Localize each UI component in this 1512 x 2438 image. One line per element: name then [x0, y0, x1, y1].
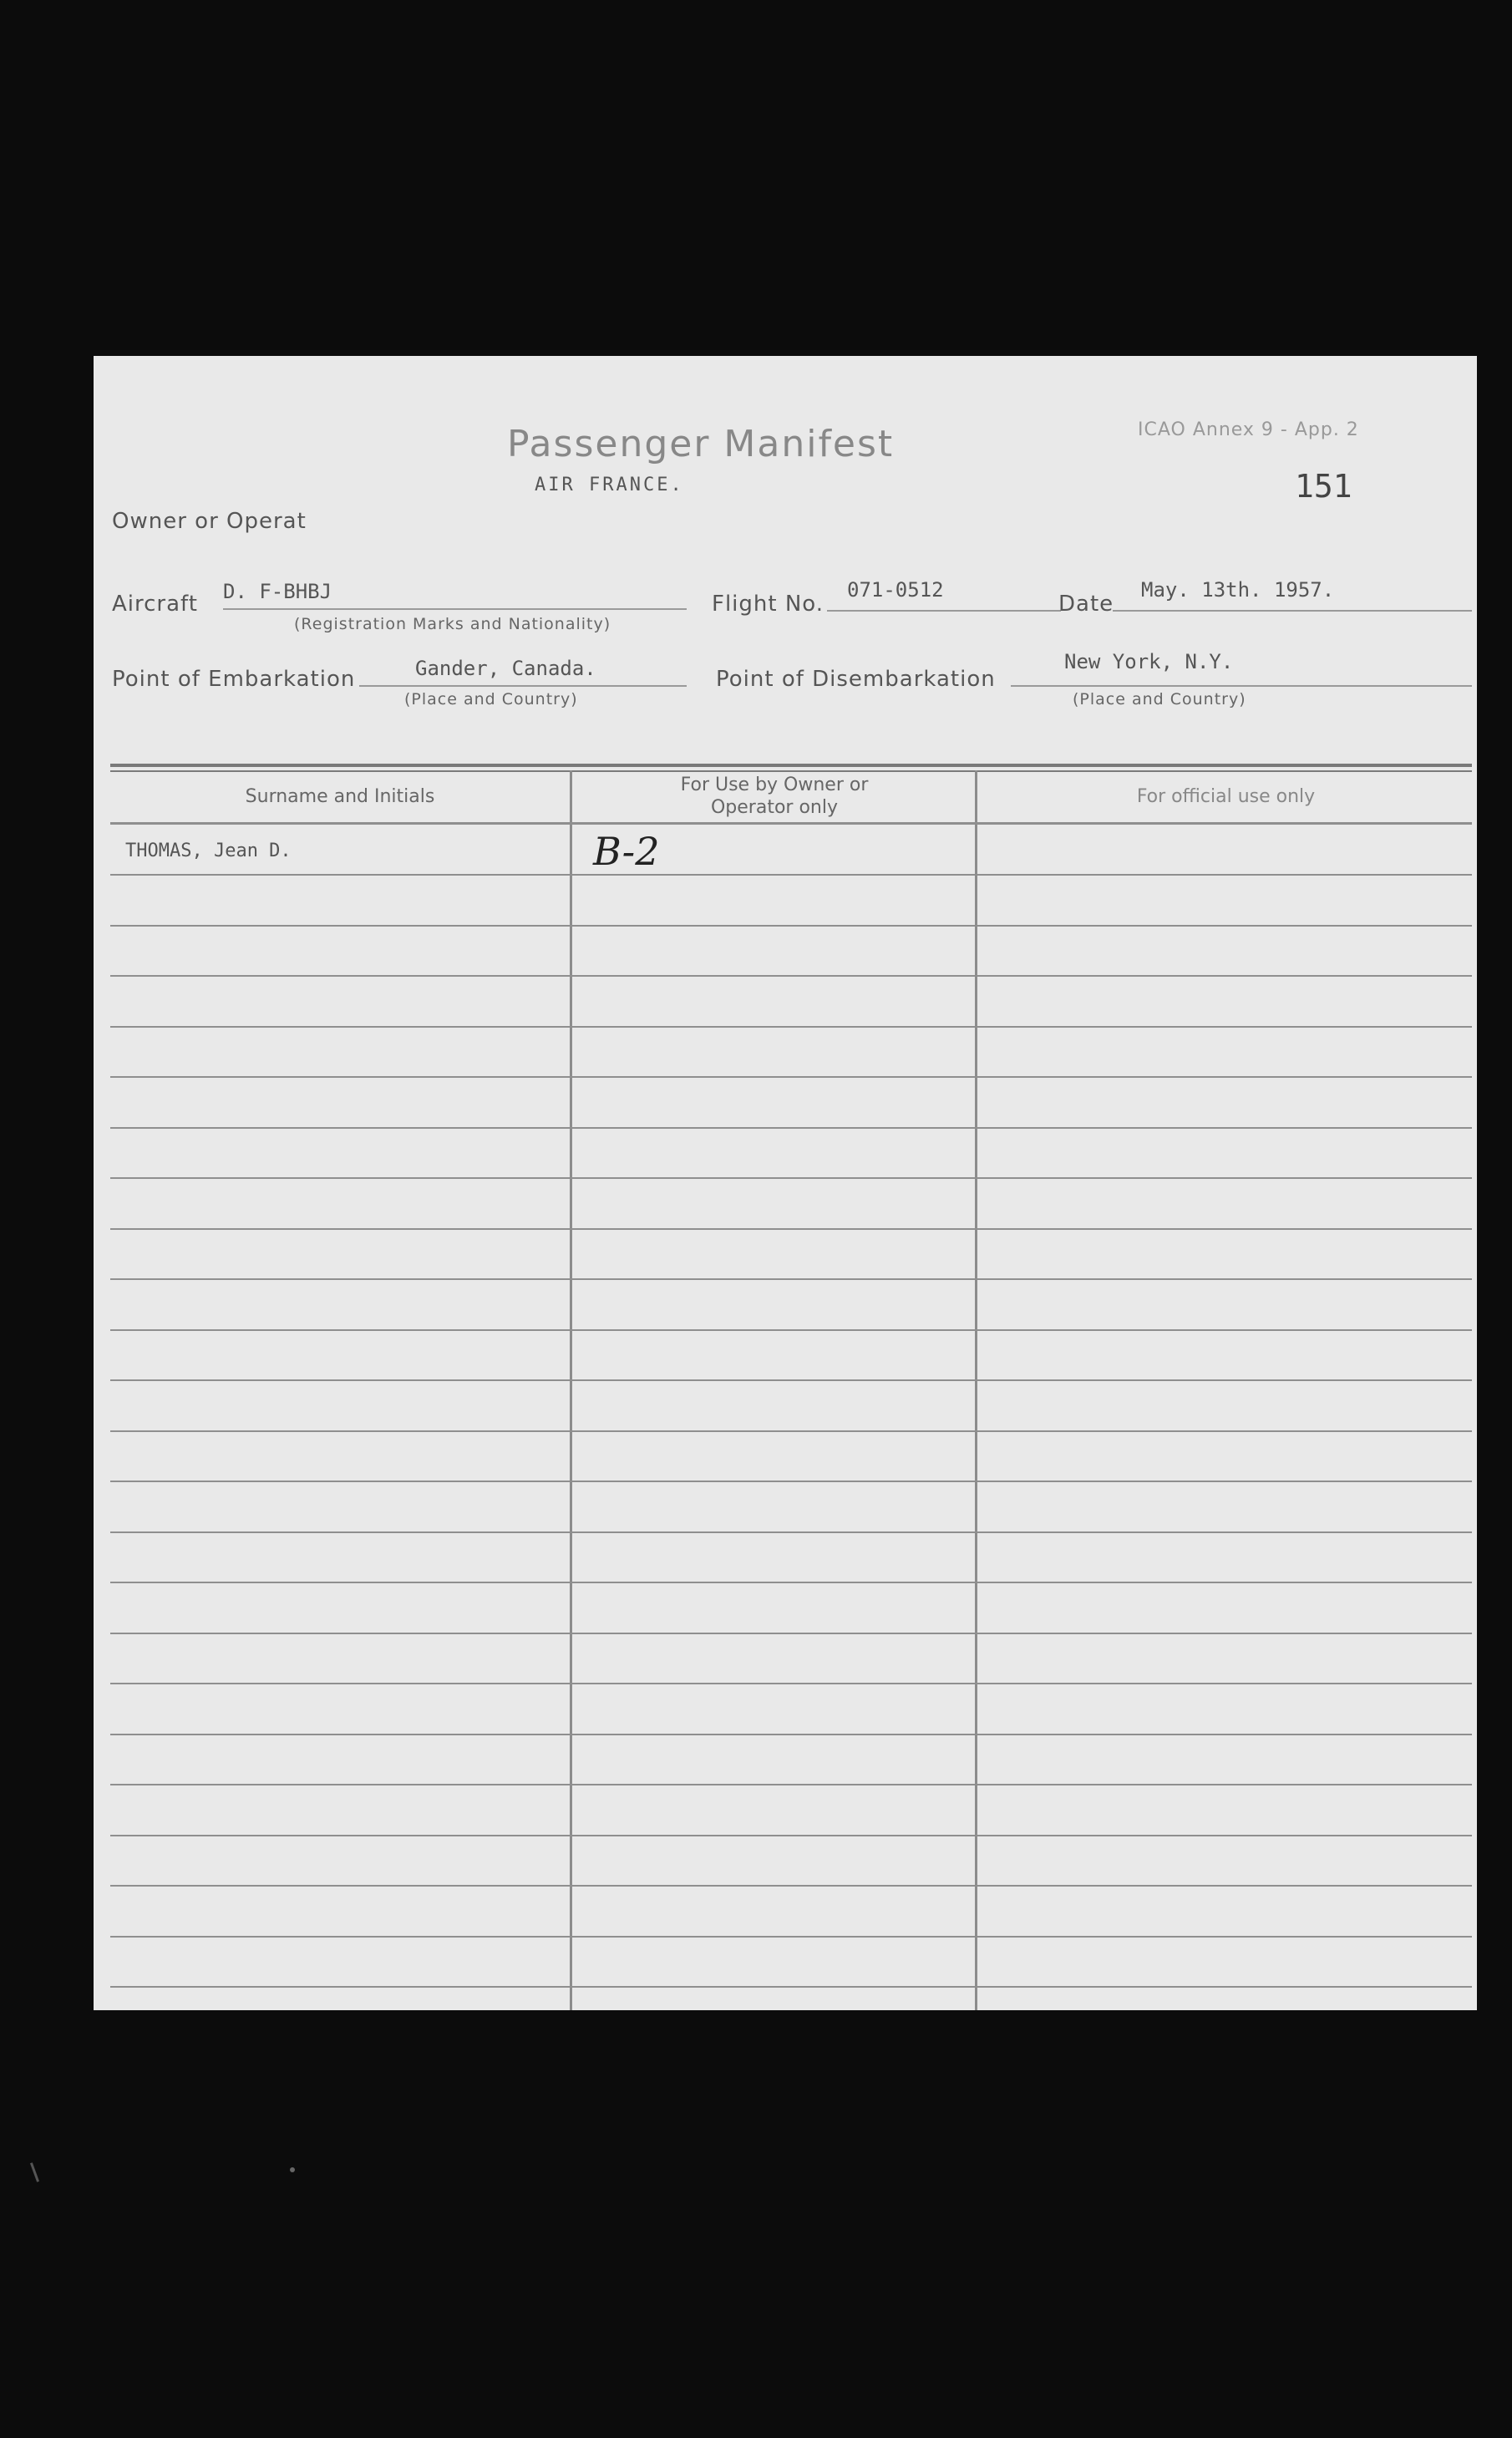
table-top-rule-2 — [110, 770, 1472, 772]
owner-label: Owner or Operat — [112, 509, 307, 534]
manifest-sheet — [94, 356, 1477, 2010]
header-operator-use: For Use by Owner or Operator only — [680, 775, 869, 818]
table-row-line — [110, 1784, 1472, 1785]
table-row-line — [110, 1481, 1472, 1482]
operator-note-handwritten: B-2 — [593, 829, 660, 874]
aircraft-underline — [223, 608, 687, 610]
aircraft-value: D. F-BHBJ — [223, 580, 332, 603]
embarkation-label: Point of Embarkation — [112, 667, 356, 692]
icao-reference: ICAO Annex 9 - App. 2 — [1138, 419, 1359, 440]
table-row-line — [110, 1885, 1472, 1887]
disembarkation-label: Point of Disembarkation — [716, 667, 996, 692]
header-bottom-rule — [110, 822, 1472, 825]
date-label: Date — [1058, 592, 1114, 617]
column-divider-1 — [570, 770, 572, 2010]
table-row-line — [110, 1986, 1472, 1988]
table-row-line — [110, 1734, 1472, 1735]
embarkation-value: Gander, Canada. — [415, 657, 596, 680]
column-divider-2 — [975, 770, 977, 2010]
table-row-line — [110, 1278, 1472, 1280]
flight-label: Flight No. — [712, 592, 824, 617]
table-row-line — [110, 1127, 1472, 1129]
table-row-line — [110, 1379, 1472, 1381]
table-row-line — [110, 975, 1472, 977]
scan-speck — [290, 2167, 295, 2172]
table-row-line — [110, 1177, 1472, 1179]
table-row-line — [110, 1430, 1472, 1432]
page-number: 151 — [1295, 468, 1352, 505]
table-row-line — [110, 1936, 1472, 1938]
scan-speck — [30, 2162, 39, 2182]
header-official-use: For official use only — [1136, 786, 1316, 807]
table-row-line — [110, 1228, 1472, 1230]
aircraft-caption: (Registration Marks and Nationality) — [294, 615, 611, 633]
passenger-name: THOMAS, Jean D. — [125, 841, 292, 861]
table-row-line — [110, 874, 1472, 876]
flight-underline — [827, 610, 1061, 612]
form-title: Passenger Manifest — [507, 423, 895, 465]
table-row-line — [110, 1076, 1472, 1078]
table-row-line — [110, 1835, 1472, 1836]
embarkation-underline — [359, 685, 687, 687]
table-row-line — [110, 1329, 1472, 1331]
disembarkation-value: New York, N.Y. — [1064, 650, 1234, 673]
table-top-rule — [110, 764, 1472, 767]
operator-name: AIR FRANCE. — [535, 475, 684, 495]
flight-value: 071-0512 — [847, 578, 944, 602]
table-row-line — [110, 1683, 1472, 1684]
disembarkation-caption: (Place and Country) — [1073, 690, 1246, 709]
date-underline — [1113, 610, 1472, 612]
header-surname: Surname and Initials — [245, 786, 435, 807]
disembarkation-underline — [1011, 685, 1472, 687]
table-row-line — [110, 1582, 1472, 1583]
date-value: May. 13th. 1957. — [1141, 578, 1335, 602]
aircraft-label: Aircraft — [112, 592, 198, 617]
table-row-line — [110, 1026, 1472, 1028]
table-row-line — [110, 1531, 1472, 1533]
table-row-line — [110, 1633, 1472, 1634]
table-row-line — [110, 925, 1472, 927]
embarkation-caption: (Place and Country) — [404, 690, 578, 709]
